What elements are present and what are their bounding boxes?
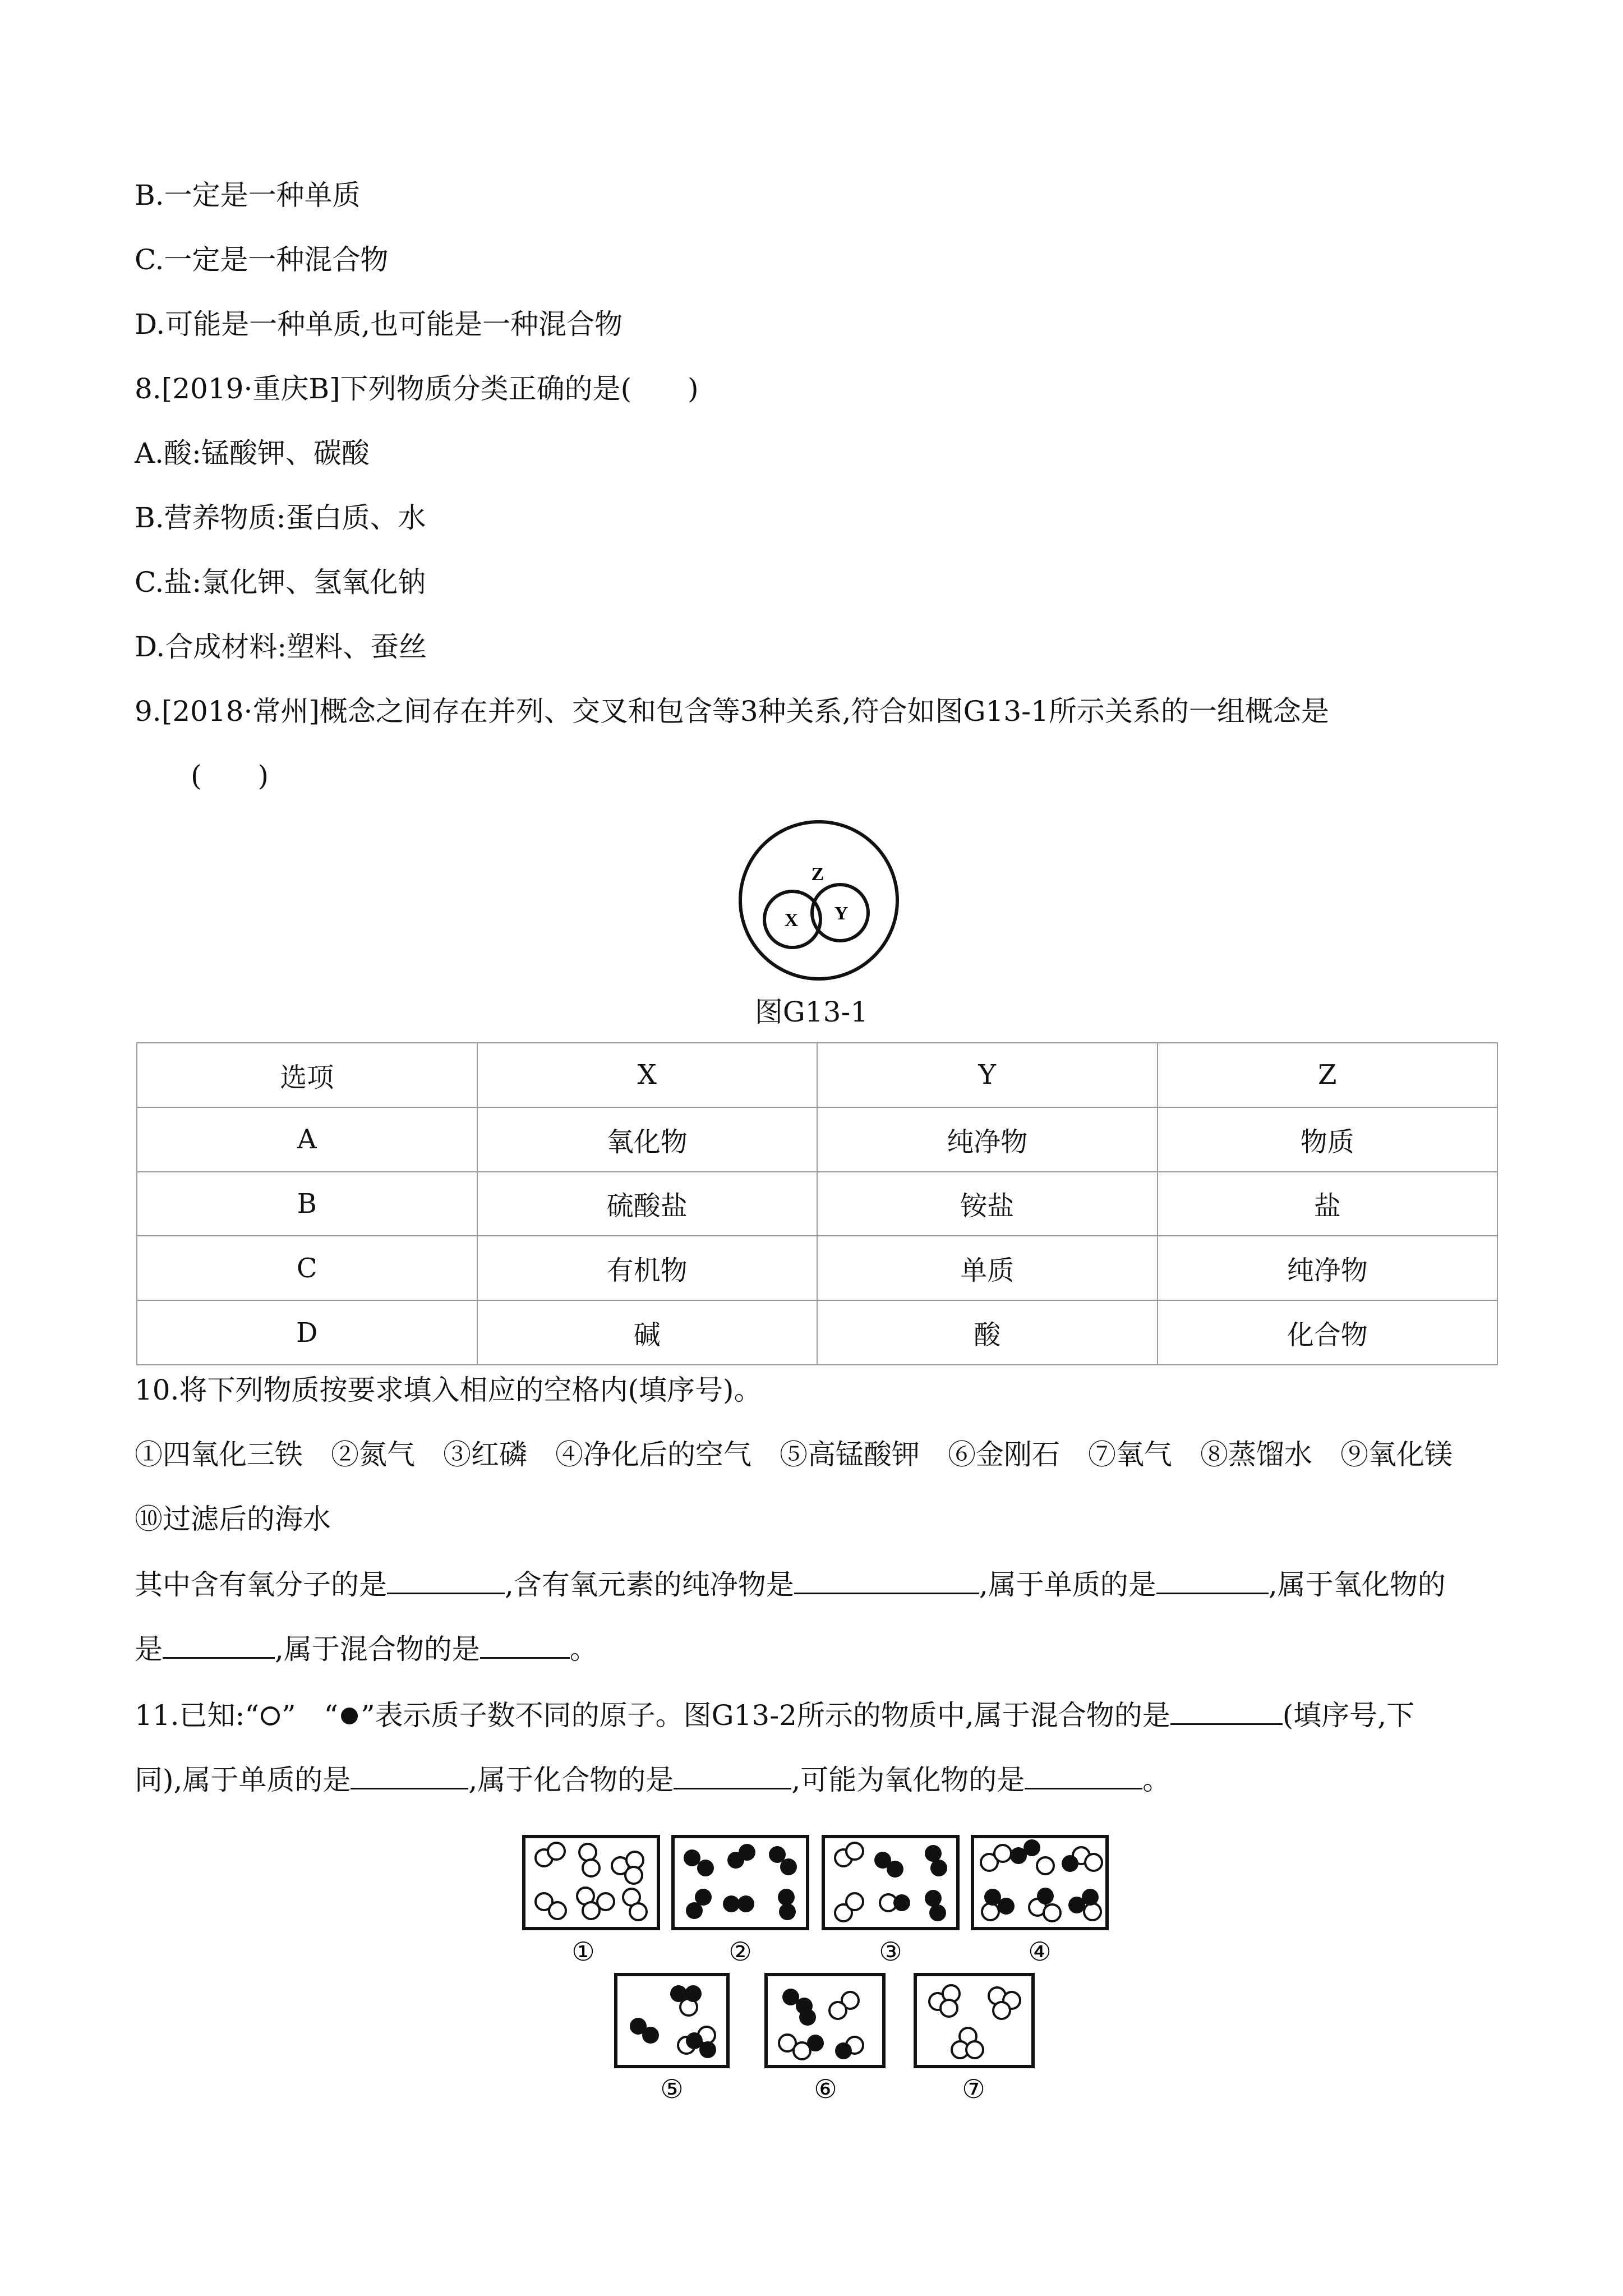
table-cell: 单质 (817, 1236, 1158, 1300)
answer-blank-mixture[interactable] (480, 1631, 570, 1659)
table-cell: 纯净物 (1158, 1236, 1498, 1300)
table-header-cell: X (477, 1043, 818, 1107)
q11-text: (填序号,下 (1282, 1699, 1415, 1732)
q10-text: ,含有氧元素的纯净物是 (505, 1568, 794, 1601)
answer-blank-oxygen-molecule[interactable] (387, 1567, 505, 1594)
table-header-cell: Z (1158, 1043, 1498, 1107)
q10-text: 其中含有氧分子的是 (135, 1568, 387, 1601)
molecule-diagram-g13-2 (516, 1823, 1122, 2109)
q11-line2 (135, 1762, 1170, 1797)
answer-blank-oxide[interactable] (1025, 1762, 1142, 1789)
filled-circle-atom-icon (338, 1705, 361, 1727)
table-cell: D (137, 1300, 477, 1365)
q11-text: ” “ (281, 1699, 339, 1732)
answer-blank-element[interactable] (1156, 1567, 1269, 1594)
options-table (136, 1042, 1498, 1365)
q10-text: 。 (569, 1633, 598, 1665)
q10-items-line1: ①四氧化三铁 ②氮气 ③红磷 ④净化后的空气 ⑤高锰酸钾 ⑥金刚石 ⑦氧气 ⑧蒸馏水 ⑨氧化镁 (135, 1438, 1453, 1471)
q11-text: ,可能为氧化物的是 (791, 1764, 1025, 1796)
q9-stem: 9.[2018·常州]概念之间存在并列、交叉和包含等3种关系,符合如图G13-1所示关系的一组概念是 (135, 695, 1329, 728)
molecule-box-1 (524, 1837, 658, 1967)
answer-blank-compound[interactable] (674, 1762, 791, 1789)
table-cell: C (137, 1236, 477, 1300)
table-header-cell: Y (817, 1043, 1158, 1107)
q10-text: ,属于氧化物的 (1268, 1568, 1446, 1601)
table-cell: 酸 (817, 1300, 1158, 1365)
table-header-row (137, 1043, 1497, 1107)
molecule-box-6 (766, 1975, 884, 2104)
table-cell: 铵盐 (817, 1172, 1158, 1236)
q7-option-c: C.一定是一种混合物 (135, 243, 389, 276)
q11-line1 (135, 1697, 1414, 1732)
table-row (137, 1300, 1497, 1365)
q11-text: ”表示质子数不同的原子。图G13-2所示的物质中,属于混合物的是 (361, 1699, 1170, 1732)
table-cell: 化合物 (1158, 1300, 1498, 1365)
box-label: ⑥ (814, 2074, 837, 2104)
q11-text: 11.已知:“ (135, 1699, 259, 1732)
venn-label-y: Y (834, 903, 849, 924)
table-cell: 碱 (477, 1300, 818, 1365)
table-cell: B (137, 1172, 477, 1236)
answer-blank-element[interactable] (351, 1762, 468, 1789)
molecule-box-3 (823, 1837, 958, 1967)
q7-option-d: D.可能是一种单质,也可能是一种混合物 (135, 308, 623, 341)
answer-blank-mixture[interactable] (1170, 1697, 1283, 1725)
table-cell: 盐 (1158, 1172, 1498, 1236)
venn-diagram (735, 816, 903, 984)
molecule-box-4 (972, 1837, 1107, 1967)
answer-blank-oxygen-element[interactable] (794, 1567, 979, 1594)
q8-option-c: C.盐:氯化钾、氢氧化钠 (135, 566, 426, 599)
table-cell: 纯净物 (817, 1107, 1158, 1172)
table-row (137, 1236, 1497, 1300)
open-circle-atom-icon (259, 1705, 282, 1727)
table-cell: A (137, 1107, 477, 1172)
box-label: ② (728, 1936, 752, 1967)
q11-text: 同),属于单质的是 (135, 1764, 351, 1796)
box-label: ⑦ (962, 2074, 985, 2104)
molecule-box-5 (616, 1975, 728, 2104)
q10-fill-line1 (135, 1567, 1446, 1602)
box-label: ⑤ (660, 2074, 684, 2104)
q10-text: 是 (135, 1633, 163, 1665)
venn-circle-z (740, 822, 897, 979)
q10-stem: 10.将下列物质按要求填入相应的空格内(填序号)。 (135, 1374, 762, 1406)
q8-option-d: D.合成材料:塑料、蚕丝 (135, 631, 427, 663)
q9-answer-paren: ( ) (191, 760, 269, 792)
q7-option-b: B.一定是一种单质 (135, 179, 361, 211)
q11-text: 。 (1142, 1764, 1171, 1796)
answer-blank-oxide[interactable] (163, 1631, 275, 1659)
q8-option-a: A.酸:锰酸钾、碳酸 (135, 437, 370, 470)
table-header-cell: 选项 (137, 1043, 477, 1107)
q10-items-line2: ⑩过滤后的海水 (135, 1503, 331, 1535)
box-label: ④ (1028, 1936, 1052, 1967)
box-label: ① (571, 1936, 595, 1967)
table-row (137, 1172, 1497, 1236)
q10-text: ,属于单质的是 (979, 1568, 1156, 1601)
table-cell: 硫酸盐 (477, 1172, 818, 1236)
q10-fill-line2 (135, 1631, 598, 1666)
venn-label-x: X (784, 910, 799, 931)
venn-label-z: Z (811, 864, 824, 885)
table-row (137, 1107, 1497, 1172)
figure-caption-g13-1: 图G13-1 (754, 996, 869, 1028)
table-cell: 氧化物 (477, 1107, 818, 1172)
box-label: ③ (879, 1936, 902, 1967)
table-cell: 有机物 (477, 1236, 818, 1300)
q10-text: ,属于混合物的是 (275, 1633, 480, 1665)
q8-stem: 8.[2019·重庆B]下列物质分类正确的是( ) (135, 372, 699, 405)
molecule-box-2 (673, 1837, 808, 1967)
table-cell: 物质 (1158, 1107, 1498, 1172)
q11-text: ,属于化合物的是 (468, 1764, 674, 1796)
molecule-box-7 (915, 1975, 1033, 2104)
q8-option-b: B.营养物质:蛋白质、水 (135, 501, 426, 534)
